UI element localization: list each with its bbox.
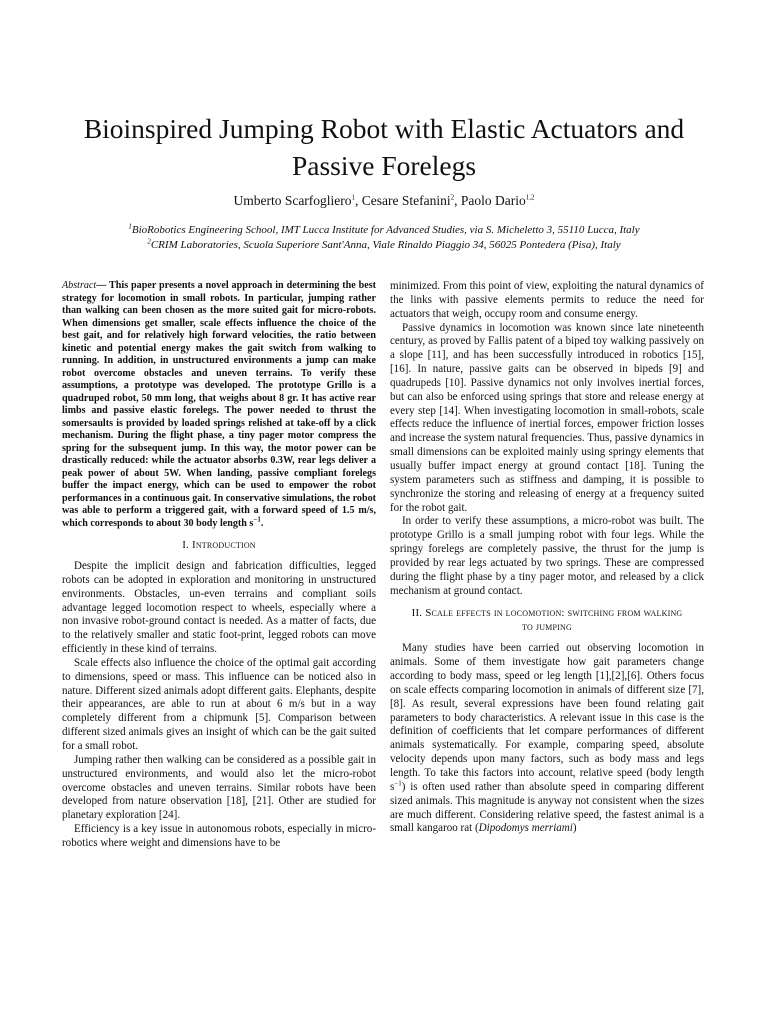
body-paragraph: Passive dynamics in locomotion was known since late nineteenth century, as proved by Fallis patent of a biped toy walking passively on a slope [11], and has been successfully introduced in robotics [15],[16]. In nature, passive gaits can be observed in bipeds [9] and quadrupeds [10]. Passive dynamics not only involves inertial forces, but can also be enforced using springs that store and release energy at every step [14]. When investigating locomotion in small-robots, scale effects reduce the influence of inertial forces, empower friction losses and increase the system natural frequencies. Thus, passive dynamics in small dimensions can be exploited mainly using springy elements that usually buffer impact energy at ground contact [18]. Tuning the system parameters such as stiffness and damping, it is possible to synchronize the storing and releasing of energy at a frequency suited for the robot gait. <box>390 321 704 514</box>
abstract-text: — This paper presents a novel approach in determining the best strategy for locomotion in small robots. In particular, jumping rather than walking can been chosen as the more suited gait for micro-robots. When dimensions get smaller, scale effects influence the choice of the best gait, and for relatively high forward velocities, the ratio between kinetic and potential energy makes the gait switch from walking to running. In addition, in unstructured environments a jump can make robot overcome obstacles and uneven terrains. To verify these assumptions, a prototype was developed. The prototype Grillo is a quadruped robot, 50 mm long, that weighs about 8 gr. It has active rear limbs and passive elastic forelegs. The power needed to thrust the somersaults is provided by loaded springs relished at take-off by a click mechanism. During the flight phase, a tiny pager motor compress the spring for the subsequent jump. In this way, the motor power can be drastically reduced: while the actuator absorbs 0.3W, rear legs deliver a peak power of about 5W. When landing, passive compliant forelegs buffer the impact energy, which can be used to empower the robot performances in a continuous gait. In conservative simulations, the robot was able to perform a triggered gait, with a forward speed of 1.5 m/s, which corresponds to about 30 body length s <box>62 280 376 529</box>
abstract-exponent: −1 <box>253 515 261 524</box>
paper-title: Bioinspired Jumping Robot with Elastic Actuators and Passive Forelegs <box>83 113 685 181</box>
abstract-lead: Abstract <box>62 280 97 291</box>
author-list: Umberto Scarfogliero$^1$, Cesare Stefanini$^2$, Paolo Dario$^{1,2}$ <box>233 193 535 208</box>
author-name: Paolo Dario <box>460 193 526 208</box>
author-name: Umberto Scarfogliero <box>233 193 352 208</box>
affiliation-mark: 1 <box>128 222 132 231</box>
affiliation-line <box>40 238 728 253</box>
inline-exponent: −1 <box>394 779 402 788</box>
body-paragraph: Jumping rather then walking can be considered as a possible gait in unstructured environments, and would also let the micro-robot overcome obstacles and uneven terrains. Similar robots have been developed from nature observation [18], [21]. Other are studied for planetary exploration [24]. <box>62 753 376 822</box>
author-affiliation-mark: 1 <box>351 193 356 202</box>
species-name: Dipodomys merriami <box>478 822 573 835</box>
affiliations <box>40 223 728 253</box>
section-heading-scale-effects: II. Scale effects in locomotion: switching from walking to jumping <box>411 607 683 634</box>
body-paragraph: Scale effects also influence the choice of the optimal gait according to dimensions, speed or mass. This influence can be noticed also in nature. Different sized animals adopt different gaits. Elephants, despite their appearances, are able to run at about 6 m/s but in a way completely different from a chipmunk [5]. Comparison between different sized animals gives an insight of which can be the gait suited for a small robot. <box>62 656 376 752</box>
left-column <box>62 280 376 851</box>
body-paragraph: minimized. From this point of view, exploiting the natural dynamics of the links with passive elements permits to reduce the need for actuators that weigh, occupy room and consume energy. <box>390 280 704 320</box>
abstract <box>62 280 376 530</box>
right-column <box>390 280 704 836</box>
body-paragraph: In order to verify these assumptions, a micro-robot was built. The prototype Grillo is a small jumping robot with four legs. While the springy forelegs are completely passive, the thrust for the jump is provided by rear legs actuated by two springs. These are compressed during the flight phase by a tiny pager motor, and released by a click mechanism at ground contact. <box>390 515 704 597</box>
affiliation-text: BioRobotics Engineering School, IMT Lucca Institute for Advanced Studies, via S. Micheletto 3, 55110 Lucca, Italy <box>131 224 640 236</box>
abstract-tail: . <box>260 517 264 529</box>
body-paragraph: Despite the implicit design and fabrication difficulties, legged robots can be adopted in exploration and monitoring in unstructured environments. Obstacles, un-even terrains and compliant soils advantage legged locomotion respect to wheels, especially where a non invasive robot-ground contact is needed. As a matter of facts, due to the relatively smaller and static foot-print, legged robots can move efficiently in these kind of terrains. <box>62 560 376 656</box>
body-paragraph <box>390 642 704 836</box>
body-text: Many studies have been carried out observing locomotion in animals. Some of them investigate how gait parameters change according to body mass, speed or leg length [1],[2],[6]. Others focus on scale effects comparing locomotion in animals of different size [7],[8]. As result, several expressions have been found relating gait parameters to body characteristics. A relevant issue in this case is the definition of coefficients that let compare performances of different animals systematically. For example, comparing speed, absolute velocity depends upon many factors, such as body mass and legs length. To take this factors into account, relative speed (body length s <box>390 642 704 793</box>
affiliation-line <box>40 223 728 238</box>
author-name: Cesare Stefanini <box>361 193 451 208</box>
affiliation-mark: 2 <box>147 237 151 246</box>
affiliation-text: CRIM Laboratories, Scuola Superiore Sant'Anna, Viale Rinaldo Piaggio 34, 56025 Pontedera (Pisa), Italy <box>150 239 621 251</box>
body-paragraph: Efficiency is a key issue in autonomous robots, especially in micro-robotics where weight and dimensions have to be <box>62 823 376 849</box>
section-heading-introduction: I. Introduction <box>182 539 256 551</box>
body-text: ) <box>572 822 577 835</box>
author-affiliation-mark: 2 <box>450 193 455 202</box>
body-text: ) is often used rather than absolute speed in comparing different sized animals. This magnitude is anyway not consistent when the sizes are much different. Considering relative speed, the fastest animal is a small kangaroo rat ( <box>390 780 704 835</box>
author-affiliation-mark: 1,2 <box>525 193 535 202</box>
